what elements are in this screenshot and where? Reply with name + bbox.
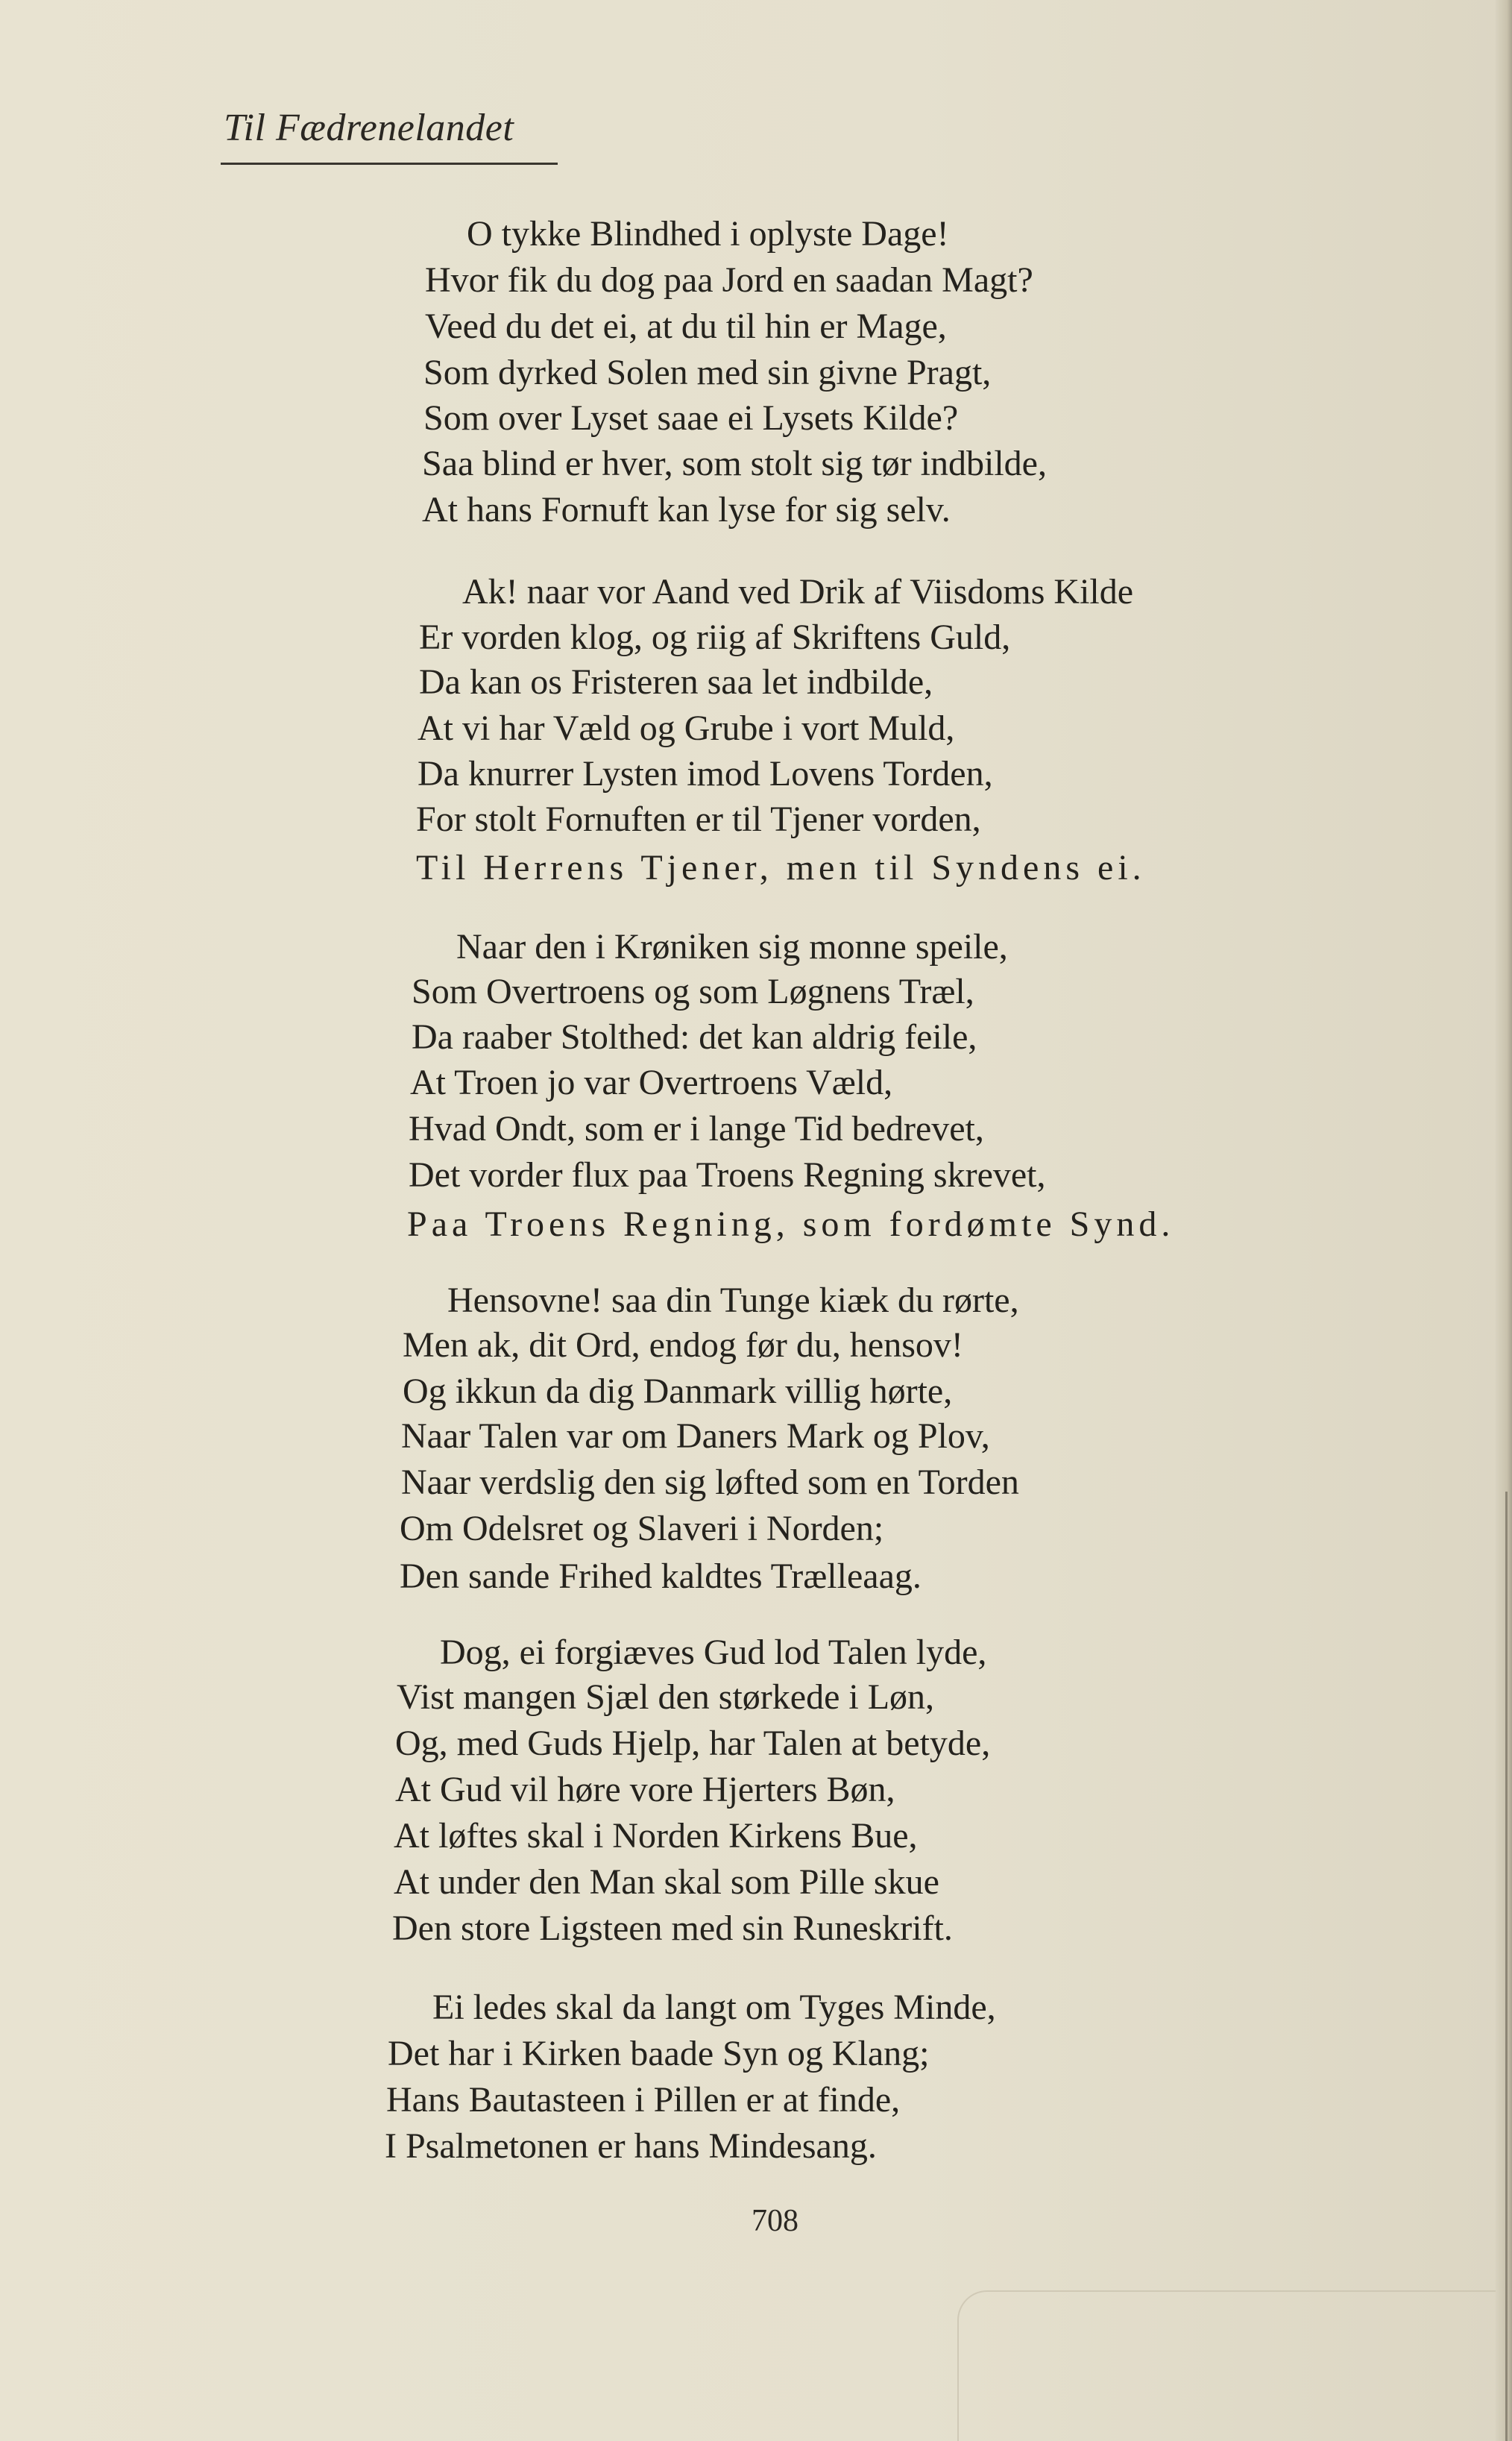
poem-line: Da kan os Fristeren saa let indbilde,: [419, 662, 933, 702]
poem-line: Og, med Guds Hjelp, har Talen at betyde,: [395, 1724, 991, 1763]
poem-line: For stolt Fornuften er til Tjener vorden,: [416, 799, 981, 839]
poem-line: Hvor fik du dog paa Jord en saadan Magt?: [425, 260, 1033, 300]
poem-line: Saa blind er hver, som stolt sig tør indbilde,: [422, 444, 1047, 483]
poem-line: At Gud vil høre vore Hjerters Bøn,: [395, 1770, 895, 1809]
poem-line: Er vorden klog, og riig af Skriftens Guld,: [419, 618, 1011, 657]
poem-line: Naar den i Krøniken sig monne speile,: [456, 927, 1008, 967]
poem-line: Og ikkun da dig Danmark villig hørte,: [403, 1372, 953, 1411]
poem-line: Ak! naar vor Aand ved Drik af Viisdoms Kilde: [462, 572, 1134, 612]
page-number: 708: [752, 2204, 798, 2238]
poem-line: Men ak, dit Ord, endog før du, hensov!: [403, 1325, 963, 1365]
running-head: Til Fædrenelandet: [224, 107, 514, 149]
poem-line: At under den Man skal som Pille skue: [394, 1862, 939, 1902]
poem-line: Veed du det ei, at du til hin er Mage,: [425, 307, 947, 346]
poem-line: Vist mangen Sjæl den størkede i Løn,: [397, 1677, 935, 1717]
poem-line: At hans Fornuft kan lyse for sig selv.: [422, 490, 951, 530]
poem-line: Ei ledes skal da langt om Tyges Minde,: [432, 1988, 996, 2027]
poem-line: Dog, ei forgiæves Gud lod Talen lyde,: [440, 1633, 987, 1672]
poem-line: Naar Talen var om Daners Mark og Plov,: [401, 1416, 990, 1456]
poem-line: O tykke Blindhed i oplyste Dage!: [467, 214, 949, 254]
poem-line: At Troen jo var Overtroens Væld,: [410, 1063, 893, 1102]
poem-line: Om Odelsret og Slaveri i Norden;: [400, 1509, 884, 1548]
poem-line: Hensovne! saa din Tunge kiæk du rørte,: [447, 1281, 1019, 1320]
poem-line: Som Overtroens og som Løgnens Træl,: [412, 972, 974, 1011]
poem-line: Til Herrens Tjener, men til Syndens ei.: [416, 848, 1146, 888]
poem-line: At løftes skal i Norden Kirkens Bue,: [394, 1816, 918, 1856]
poem-line: Som over Lyset saae ei Lysets Kilde?: [423, 398, 959, 438]
poem-line: Hans Bautasteen i Pillen er at finde,: [386, 2080, 901, 2120]
poem-line: I Psalmetonen er hans Mindesang.: [385, 2126, 877, 2166]
page-edge-shadow: [1505, 1492, 1508, 2441]
poem-line: Naar verdslig den sig løfted som en Torden: [401, 1463, 1019, 1502]
poem-line: Paa Troens Regning, som fordømte Synd.: [407, 1204, 1175, 1244]
page-corner-fold: [957, 2290, 1496, 2441]
poem-line: Hvad Ondt, som er i lange Tid bedrevet,: [409, 1109, 984, 1149]
poem-line: Det vorder flux paa Troens Regning skrevet,: [409, 1155, 1046, 1195]
poem-line: Den store Ligsteen med sin Runeskrift.: [392, 1908, 953, 1948]
poem-line: Da raaber Stolthed: det kan aldrig feile,: [412, 1017, 977, 1057]
running-head-rule: [221, 163, 558, 165]
page-edge: [1496, 0, 1512, 2441]
poem-line: Det har i Kirken baade Syn og Klang;: [388, 2034, 930, 2073]
poem-line: Da knurrer Lysten imod Lovens Torden,: [418, 754, 993, 794]
poem-line: Som dyrked Solen med sin givne Pragt,: [423, 353, 992, 392]
poem-line: At vi har Væld og Grube i vort Muld,: [418, 709, 955, 748]
poem-line: Den sande Frihed kaldtes Trælleaag.: [400, 1556, 922, 1596]
